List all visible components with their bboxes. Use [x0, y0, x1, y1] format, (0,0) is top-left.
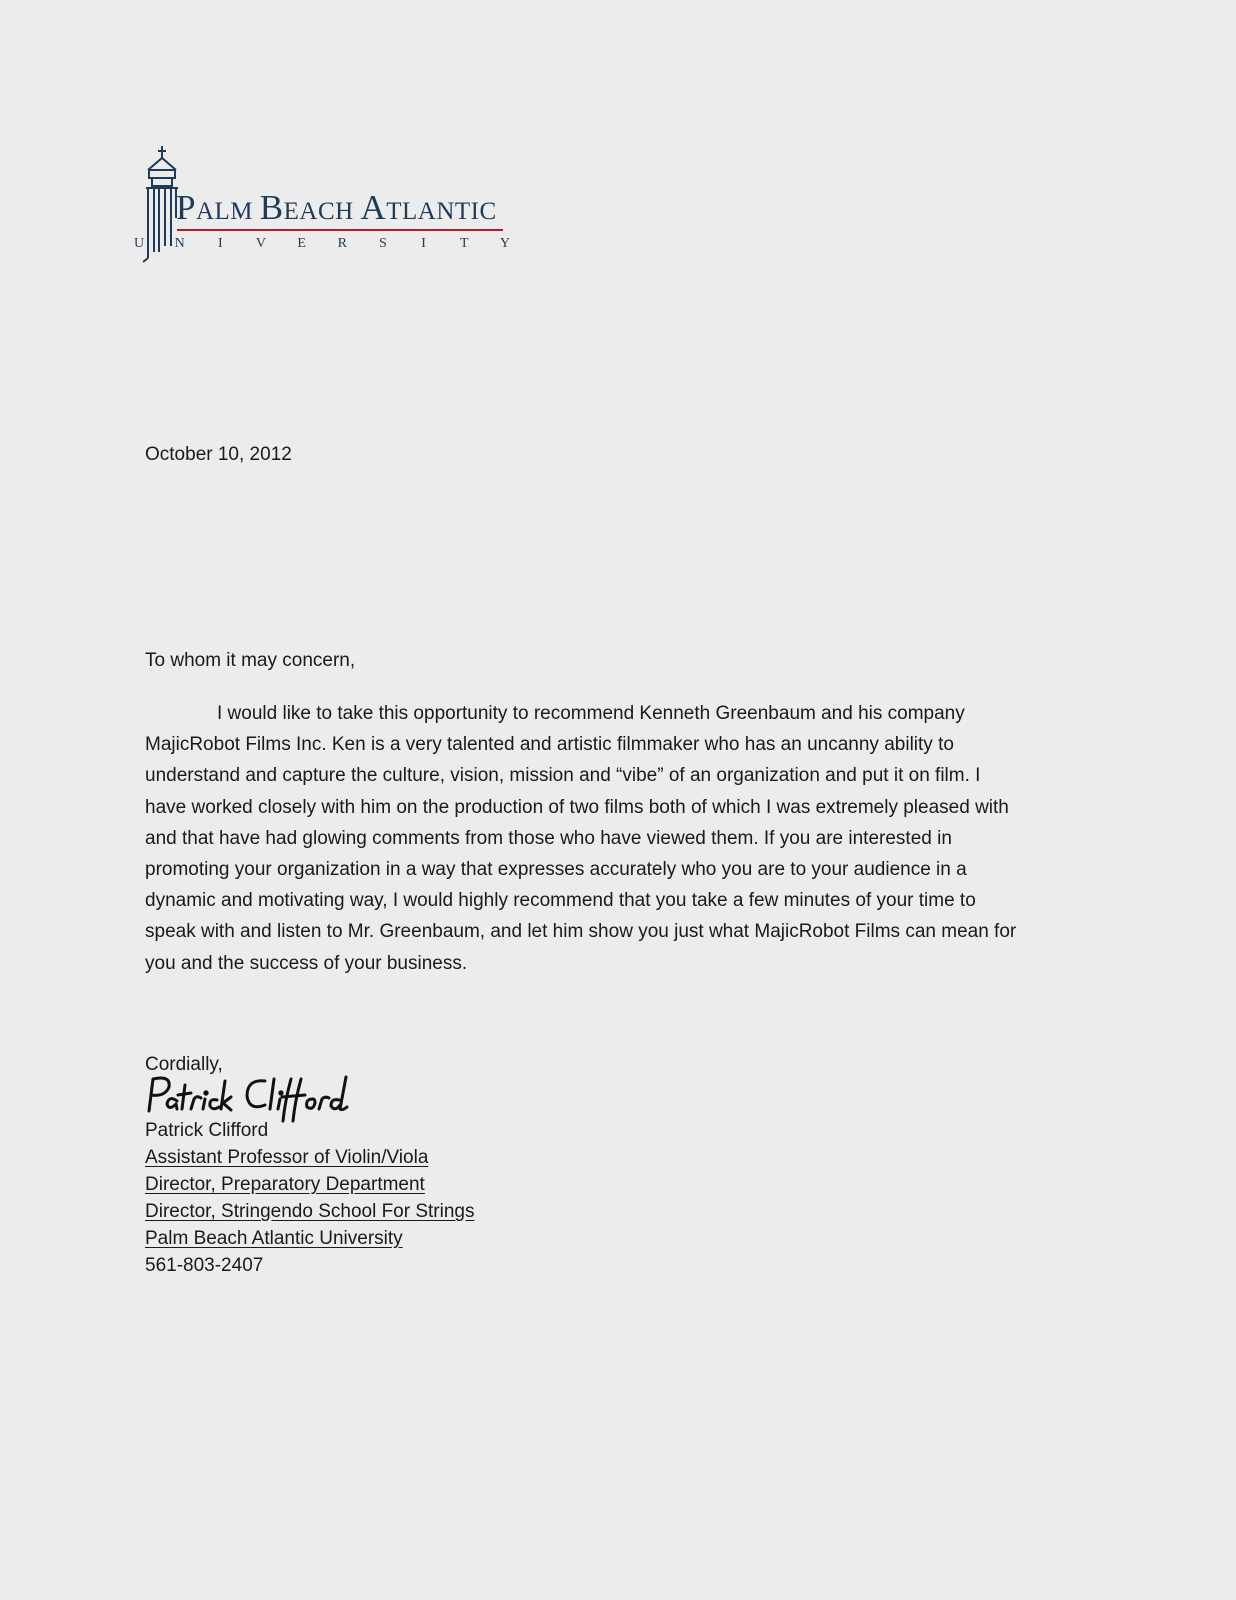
handwritten-signature: [143, 1071, 373, 1123]
subtitle-letter: I: [217, 236, 223, 251]
salutation: To whom it may concern,: [145, 650, 356, 671]
signer-title: Director, Stringendo School For Strings: [145, 1201, 475, 1222]
signature-block: [145, 1117, 475, 1279]
university-wordmark: [176, 190, 497, 225]
university-subtitle: [132, 237, 512, 251]
subtitle-letter: E: [297, 236, 306, 251]
body-line: and that have had glowing comments from those who have viewed them. If you are interested in: [145, 827, 952, 849]
wordmark-rule: [177, 229, 503, 231]
subtitle-letter: N: [174, 236, 185, 251]
university-logo: [133, 146, 513, 264]
wordmark-word: BEACH: [259, 188, 361, 227]
letter-date: October 10, 2012: [145, 444, 292, 465]
wordmark-word: PALM: [176, 188, 260, 227]
body-line: dynamic and motivating way, I would highly recommend that you take a few minutes of your time to: [145, 890, 976, 912]
subtitle-letter: T: [459, 236, 469, 251]
wordmark-word: ATLANTIC: [360, 188, 497, 227]
subtitle-letter: S: [379, 236, 387, 251]
body-line: speak with and listen to Mr. Greenbaum, and let him show you just what MajicRobot Films can mean for: [145, 921, 1017, 943]
signer-phone: 561-803-2407: [145, 1255, 264, 1276]
subtitle-letter: R: [337, 236, 347, 251]
signer-title: Assistant Professor of Violin/Viola: [145, 1147, 429, 1168]
signer-name: Patrick Clifford: [145, 1120, 269, 1141]
body-line: MajicRobot Films Inc. Ken is a very talented and artistic filmmaker who has an uncanny ability to: [145, 734, 954, 756]
body-paragraph: [145, 698, 1095, 979]
subtitle-letter: I: [421, 236, 426, 251]
signer-title: Director, Preparatory Department: [145, 1174, 425, 1195]
body-line: have worked closely with him on the production of two films both of which I was extremely pleased with: [145, 796, 1009, 818]
subtitle-letter: V: [255, 236, 267, 251]
closing: Cordially,: [145, 1054, 223, 1075]
signer-title: Palm Beach Atlantic University: [145, 1228, 403, 1249]
body-line: promoting your organization in a way that expresses accurately who you are to your audience in a: [145, 859, 967, 881]
body-line: understand and capture the culture, vision, mission and “vibe” of an organization and put it on film. I: [145, 765, 981, 787]
subtitle-letter: Y: [499, 236, 510, 251]
body-line: I would like to take this opportunity to recommend Kenneth Greenbaum and his company: [217, 703, 965, 724]
body-line: you and the success of your business.: [145, 952, 468, 974]
subtitle-letter: U: [133, 236, 145, 251]
